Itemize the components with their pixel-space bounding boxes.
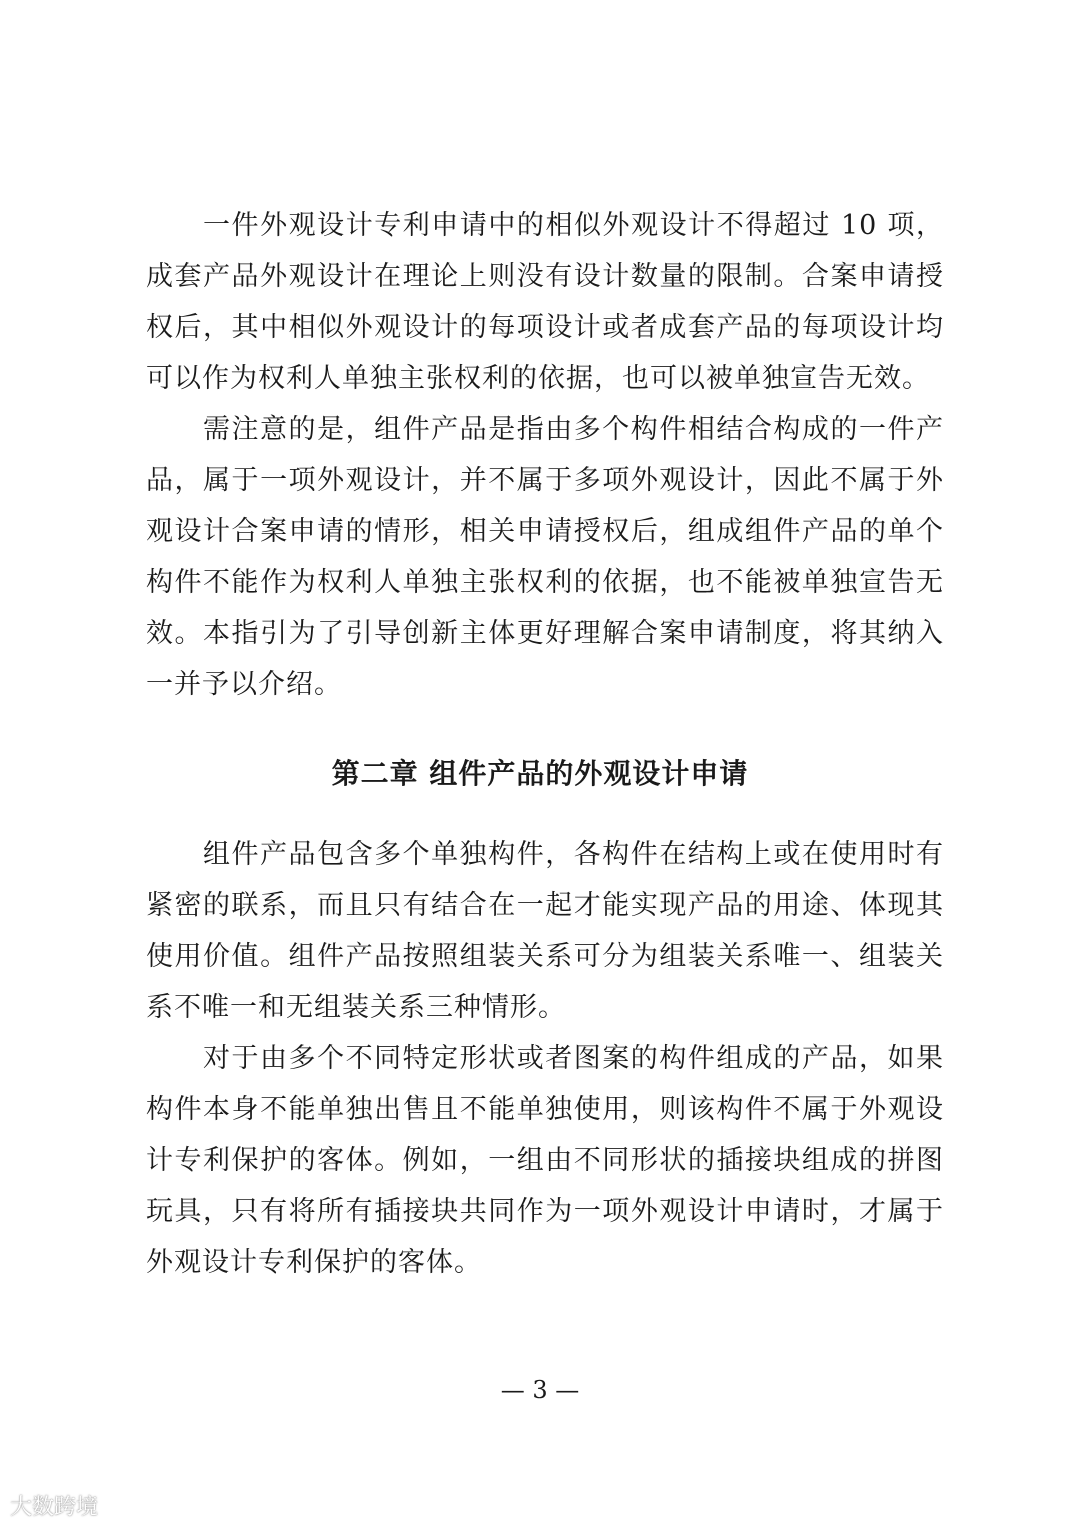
paragraph-line: 组件产品包含多个单独构件，各构件在结构上或在使用时有 (203, 839, 944, 870)
watermark-logo: 大数跨境 (10, 1495, 99, 1520)
paragraph-line: 外观设计专利保护的客体。 (146, 1247, 482, 1278)
page-number: — 3 — (500, 1376, 580, 1404)
paragraph-line: 系不唯一和无组装关系三种情形。 (146, 992, 566, 1023)
paragraph-line: 玩具，只有将所有插接块共同作为一项外观设计申请时，才属于 (146, 1196, 944, 1227)
paragraph-line: 一件外观设计专利申请中的相似外观设计不得超过 10 项， (203, 210, 944, 241)
paragraph-line: 效。本指引为了引导创新主体更好理解合案申请制度，将其纳入 (146, 618, 944, 649)
paragraph-line: 可以作为权利人单独主张权利的依据，也可以被单独宣告无效。 (146, 363, 930, 394)
body-text-bottom (146, 829, 944, 1288)
paragraph-line: 需注意的是，组件产品是指由多个构件相结合构成的一件产 (203, 414, 944, 445)
paragraph-line: 计专利保护的客体。例如，一组由不同形状的插接块组成的拼图 (146, 1145, 944, 1176)
paragraph-line: 对于由多个不同特定形状或者图案的构件组成的产品，如果 (203, 1043, 944, 1074)
paragraph-line: 成套产品外观设计在理论上则没有设计数量的限制。合案申请授 (146, 261, 944, 292)
chapter-heading: 第二章 组件产品的外观设计申请 (331, 757, 749, 790)
paragraph-line: 权后，其中相似外观设计的每项设计或者成套产品的每项设计均 (146, 312, 944, 343)
paragraph-line: 紧密的联系，而且只有结合在一起才能实现产品的用途、体现其 (146, 890, 944, 921)
paragraph-line: 一并予以介绍。 (146, 669, 342, 700)
paragraph-line: 品，属于一项外观设计，并不属于多项外观设计，因此不属于外 (146, 465, 944, 496)
body-text-top (146, 200, 944, 710)
paragraph-line: 构件本身不能单独出售且不能单独使用，则该构件不属于外观设 (146, 1094, 944, 1125)
paragraph-line: 构件不能作为权利人单独主张权利的依据，也不能被单独宣告无 (146, 567, 944, 598)
paragraph-line: 观设计合案申请的情形，相关申请授权后，组成组件产品的单个 (146, 516, 944, 547)
paragraph-line: 使用价值。组件产品按照组装关系可分为组装关系唯一、组装关 (146, 941, 944, 972)
